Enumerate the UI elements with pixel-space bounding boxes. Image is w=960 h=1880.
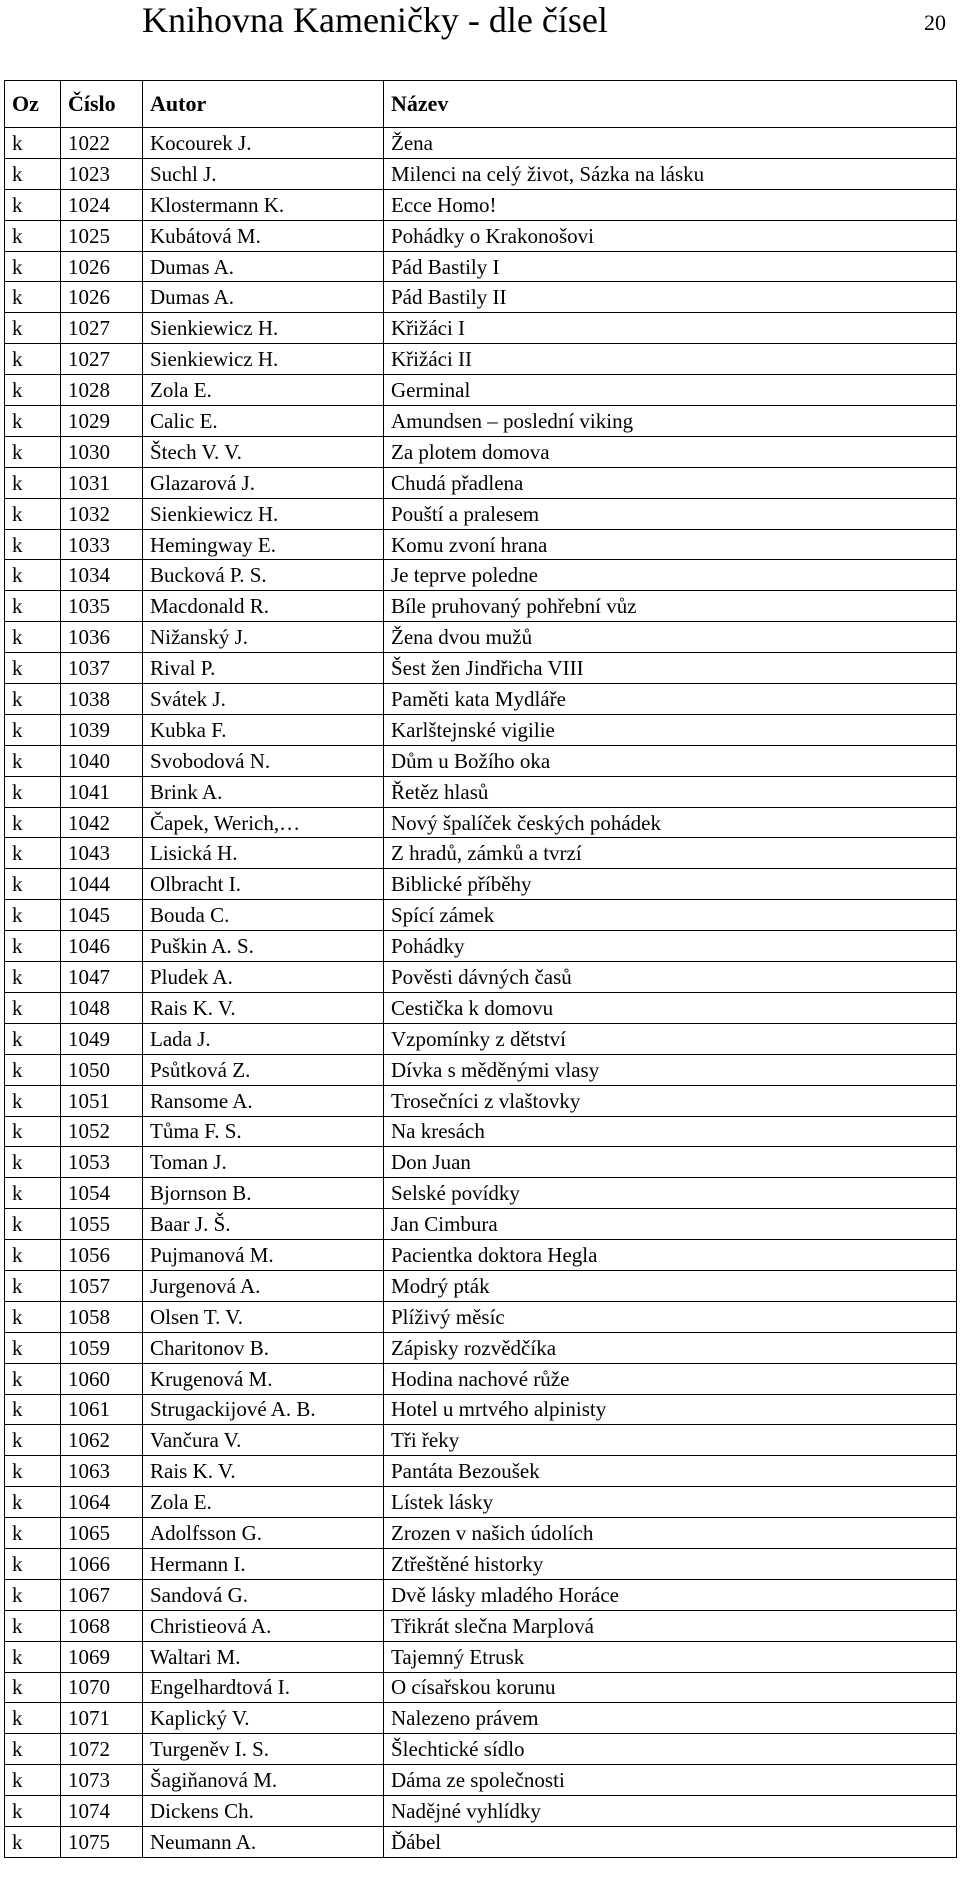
cell-nazev: Nalezeno právem: [384, 1703, 957, 1734]
cell-nazev: Pantáta Bezoušek: [384, 1456, 957, 1487]
table-row: [5, 900, 957, 931]
cell-oz: k: [5, 1456, 61, 1487]
cell-cislo: 1071: [61, 1703, 143, 1734]
cell-autor: Tůma F. S.: [143, 1116, 384, 1147]
cell-cislo: 1024: [61, 189, 143, 220]
book-table: [4, 80, 957, 1858]
cell-cislo: 1075: [61, 1826, 143, 1857]
cell-autor: Krugenová M.: [143, 1363, 384, 1394]
table-row: [5, 776, 957, 807]
cell-cislo: 1060: [61, 1363, 143, 1394]
cell-oz: k: [5, 931, 61, 962]
cell-autor: Pludek A.: [143, 962, 384, 993]
cell-oz: k: [5, 591, 61, 622]
cell-oz: k: [5, 992, 61, 1023]
table-row: [5, 529, 957, 560]
cell-oz: k: [5, 1826, 61, 1857]
cell-nazev: Pohádky: [384, 931, 957, 962]
cell-cislo: 1048: [61, 992, 143, 1023]
cell-nazev: Don Juan: [384, 1147, 957, 1178]
cell-autor: Rais K. V.: [143, 1456, 384, 1487]
cell-oz: k: [5, 1147, 61, 1178]
table-row: [5, 282, 957, 313]
cell-cislo: 1036: [61, 622, 143, 653]
cell-oz: k: [5, 467, 61, 498]
cell-nazev: Ďábel: [384, 1826, 957, 1857]
cell-autor: Sienkiewicz H.: [143, 498, 384, 529]
column-header-cislo: Číslo: [61, 81, 143, 128]
cell-oz: k: [5, 838, 61, 869]
table-header: [5, 81, 957, 128]
cell-nazev: Spící zámek: [384, 900, 957, 931]
cell-oz: k: [5, 189, 61, 220]
cell-oz: k: [5, 1518, 61, 1549]
cell-nazev: Milenci na celý život, Sázka na lásku: [384, 158, 957, 189]
cell-cislo: 1027: [61, 344, 143, 375]
cell-oz: k: [5, 375, 61, 406]
cell-oz: k: [5, 344, 61, 375]
cell-autor: Puškin A. S.: [143, 931, 384, 962]
cell-autor: Svátek J.: [143, 684, 384, 715]
page-number: 20: [924, 10, 946, 35]
cell-cislo: 1037: [61, 653, 143, 684]
cell-autor: Bouda C.: [143, 900, 384, 931]
cell-cislo: 1031: [61, 467, 143, 498]
cell-nazev: Dáma ze společnosti: [384, 1765, 957, 1796]
header-row: [5, 81, 957, 128]
cell-oz: k: [5, 1023, 61, 1054]
cell-nazev: Selské povídky: [384, 1178, 957, 1209]
cell-oz: k: [5, 900, 61, 931]
table-row: [5, 1332, 957, 1363]
cell-autor: Strugackijové A. B.: [143, 1394, 384, 1425]
cell-oz: k: [5, 282, 61, 313]
cell-nazev: Šest žen Jindřicha VIII: [384, 653, 957, 684]
cell-oz: k: [5, 1796, 61, 1827]
cell-autor: Rival P.: [143, 653, 384, 684]
table-row: [5, 1116, 957, 1147]
cell-oz: k: [5, 1548, 61, 1579]
cell-oz: k: [5, 1054, 61, 1085]
cell-cislo: 1028: [61, 375, 143, 406]
table-row: [5, 1796, 957, 1827]
cell-autor: Nižanský J.: [143, 622, 384, 653]
cell-cislo: 1072: [61, 1734, 143, 1765]
cell-cislo: 1054: [61, 1178, 143, 1209]
cell-nazev: Křižáci I: [384, 313, 957, 344]
cell-cislo: 1025: [61, 220, 143, 251]
cell-autor: Jurgenová A.: [143, 1270, 384, 1301]
table-row: [5, 220, 957, 251]
cell-cislo: 1067: [61, 1579, 143, 1610]
table-row: [5, 653, 957, 684]
cell-oz: k: [5, 745, 61, 776]
cell-nazev: Je teprve poledne: [384, 560, 957, 591]
cell-oz: k: [5, 128, 61, 159]
cell-nazev: Dům u Božího oka: [384, 745, 957, 776]
cell-nazev: Šlechtické sídlo: [384, 1734, 957, 1765]
cell-nazev: Tři řeky: [384, 1425, 957, 1456]
table-row: [5, 375, 957, 406]
cell-cislo: 1034: [61, 560, 143, 591]
cell-cislo: 1058: [61, 1301, 143, 1332]
cell-cislo: 1040: [61, 745, 143, 776]
cell-nazev: Na kresách: [384, 1116, 957, 1147]
cell-nazev: Amundsen – poslední viking: [384, 406, 957, 437]
table-row: [5, 1301, 957, 1332]
page-header: [0, 0, 960, 68]
table-row: [5, 1487, 957, 1518]
cell-autor: Charitonov B.: [143, 1332, 384, 1363]
cell-oz: k: [5, 220, 61, 251]
cell-cislo: 1042: [61, 807, 143, 838]
cell-oz: k: [5, 684, 61, 715]
cell-cislo: 1069: [61, 1641, 143, 1672]
cell-nazev: Pád Bastily II: [384, 282, 957, 313]
cell-oz: k: [5, 1703, 61, 1734]
table-row: [5, 745, 957, 776]
cell-oz: k: [5, 807, 61, 838]
cell-cislo: 1053: [61, 1147, 143, 1178]
cell-autor: Suchl J.: [143, 158, 384, 189]
cell-cislo: 1066: [61, 1548, 143, 1579]
cell-nazev: Zrozen v našich údolích: [384, 1518, 957, 1549]
cell-nazev: Paměti kata Mydláře: [384, 684, 957, 715]
cell-oz: k: [5, 158, 61, 189]
cell-autor: Kaplický V.: [143, 1703, 384, 1734]
cell-nazev: Z hradů, zámků a tvrzí: [384, 838, 957, 869]
cell-autor: Dumas A.: [143, 251, 384, 282]
cell-oz: k: [5, 529, 61, 560]
cell-cislo: 1038: [61, 684, 143, 715]
table-row: [5, 1147, 957, 1178]
table-row: [5, 1270, 957, 1301]
cell-autor: Neumann A.: [143, 1826, 384, 1857]
table-row: [5, 1363, 957, 1394]
cell-nazev: Pověsti dávných časů: [384, 962, 957, 993]
cell-autor: Engelhardtová I.: [143, 1672, 384, 1703]
cell-autor: Bjornson B.: [143, 1178, 384, 1209]
cell-autor: Calic E.: [143, 406, 384, 437]
cell-autor: Vančura V.: [143, 1425, 384, 1456]
cell-autor: Glazarová J.: [143, 467, 384, 498]
cell-cislo: 1051: [61, 1085, 143, 1116]
cell-oz: k: [5, 251, 61, 282]
cell-nazev: Karlštejnské vigilie: [384, 714, 957, 745]
cell-nazev: Modrý pták: [384, 1270, 957, 1301]
cell-oz: k: [5, 1332, 61, 1363]
cell-cislo: 1074: [61, 1796, 143, 1827]
cell-oz: k: [5, 498, 61, 529]
table-row: [5, 1518, 957, 1549]
cell-autor: Čapek, Werich,…: [143, 807, 384, 838]
cell-autor: Dickens Ch.: [143, 1796, 384, 1827]
cell-autor: Sandová G.: [143, 1579, 384, 1610]
document-title: Knihovna Kameničky - dle čísel: [142, 0, 608, 40]
table-row: [5, 498, 957, 529]
cell-oz: k: [5, 1641, 61, 1672]
table-row: [5, 838, 957, 869]
cell-nazev: Vzpomínky z dětství: [384, 1023, 957, 1054]
cell-autor: Rais K. V.: [143, 992, 384, 1023]
cell-cislo: 1046: [61, 931, 143, 962]
cell-cislo: 1064: [61, 1487, 143, 1518]
cell-autor: Svobodová N.: [143, 745, 384, 776]
cell-cislo: 1026: [61, 282, 143, 313]
table-row: [5, 1548, 957, 1579]
table-row: [5, 560, 957, 591]
cell-oz: k: [5, 1209, 61, 1240]
cell-cislo: 1068: [61, 1610, 143, 1641]
cell-oz: k: [5, 1363, 61, 1394]
cell-oz: k: [5, 1240, 61, 1271]
cell-oz: k: [5, 653, 61, 684]
table-row: [5, 1734, 957, 1765]
cell-nazev: Za plotem domova: [384, 436, 957, 467]
table-row: [5, 1425, 957, 1456]
cell-oz: k: [5, 560, 61, 591]
cell-autor: Lisická H.: [143, 838, 384, 869]
cell-autor: Toman J.: [143, 1147, 384, 1178]
cell-autor: Lada J.: [143, 1023, 384, 1054]
cell-oz: k: [5, 1487, 61, 1518]
table-row: [5, 1394, 957, 1425]
cell-cislo: 1047: [61, 962, 143, 993]
cell-oz: k: [5, 1425, 61, 1456]
cell-nazev: Nový špalíček českých pohádek: [384, 807, 957, 838]
cell-cislo: 1062: [61, 1425, 143, 1456]
cell-cislo: 1050: [61, 1054, 143, 1085]
cell-nazev: Lístek lásky: [384, 1487, 957, 1518]
table-row: [5, 1209, 957, 1240]
cell-autor: Zola E.: [143, 375, 384, 406]
cell-autor: Brink A.: [143, 776, 384, 807]
cell-nazev: Pád Bastily I: [384, 251, 957, 282]
cell-nazev: Hotel u mrtvého alpinisty: [384, 1394, 957, 1425]
cell-oz: k: [5, 714, 61, 745]
cell-oz: k: [5, 1116, 61, 1147]
cell-nazev: Ztřeštěné historky: [384, 1548, 957, 1579]
cell-autor: Christieová A.: [143, 1610, 384, 1641]
cell-oz: k: [5, 869, 61, 900]
cell-nazev: Biblické příběhy: [384, 869, 957, 900]
cell-autor: Bucková P. S.: [143, 560, 384, 591]
table-row: [5, 313, 957, 344]
cell-oz: k: [5, 776, 61, 807]
table-row: [5, 128, 957, 159]
cell-nazev: Chudá přadlena: [384, 467, 957, 498]
cell-nazev: Pohádky o Krakonošovi: [384, 220, 957, 251]
cell-cislo: 1027: [61, 313, 143, 344]
table-row: [5, 992, 957, 1023]
cell-cislo: 1061: [61, 1394, 143, 1425]
cell-nazev: Třikrát slečna Marplová: [384, 1610, 957, 1641]
cell-autor: Waltari M.: [143, 1641, 384, 1672]
cell-autor: Šagiňanová M.: [143, 1765, 384, 1796]
cell-nazev: Dvě lásky mladého Horáce: [384, 1579, 957, 1610]
cell-nazev: Řetěz hlasů: [384, 776, 957, 807]
cell-autor: Kubátová M.: [143, 220, 384, 251]
cell-autor: Adolfsson G.: [143, 1518, 384, 1549]
cell-nazev: Komu zvoní hrana: [384, 529, 957, 560]
table-row: [5, 1672, 957, 1703]
cell-oz: k: [5, 1610, 61, 1641]
cell-nazev: Ecce Homo!: [384, 189, 957, 220]
cell-cislo: 1026: [61, 251, 143, 282]
cell-cislo: 1045: [61, 900, 143, 931]
cell-oz: k: [5, 1672, 61, 1703]
table-row: [5, 1579, 957, 1610]
cell-cislo: 1065: [61, 1518, 143, 1549]
cell-autor: Psůtková Z.: [143, 1054, 384, 1085]
cell-autor: Hemingway E.: [143, 529, 384, 560]
cell-autor: Sienkiewicz H.: [143, 313, 384, 344]
cell-nazev: Tajemný Etrusk: [384, 1641, 957, 1672]
cell-autor: Dumas A.: [143, 282, 384, 313]
table-row: [5, 622, 957, 653]
table-row: [5, 931, 957, 962]
cell-nazev: Žena: [384, 128, 957, 159]
cell-oz: k: [5, 1178, 61, 1209]
table-row: [5, 684, 957, 715]
cell-nazev: Nadějné vyhlídky: [384, 1796, 957, 1827]
cell-cislo: 1033: [61, 529, 143, 560]
cell-autor: Kubka F.: [143, 714, 384, 745]
cell-autor: Pujmanová M.: [143, 1240, 384, 1271]
table-row: [5, 807, 957, 838]
cell-cislo: 1063: [61, 1456, 143, 1487]
cell-nazev: Křižáci II: [384, 344, 957, 375]
cell-oz: k: [5, 962, 61, 993]
column-header-nazev: Název: [384, 81, 957, 128]
cell-autor: Turgeněv I. S.: [143, 1734, 384, 1765]
table-row: [5, 436, 957, 467]
column-header-autor: Autor: [143, 81, 384, 128]
table-row: [5, 189, 957, 220]
cell-autor: Štech V. V.: [143, 436, 384, 467]
cell-cislo: 1056: [61, 1240, 143, 1271]
cell-autor: Kocourek J.: [143, 128, 384, 159]
cell-nazev: Žena dvou mužů: [384, 622, 957, 653]
table-row: [5, 467, 957, 498]
cell-autor: Olsen T. V.: [143, 1301, 384, 1332]
table-row: [5, 1826, 957, 1857]
cell-nazev: Dívka s měděnými vlasy: [384, 1054, 957, 1085]
cell-nazev: Jan Cimbura: [384, 1209, 957, 1240]
cell-oz: k: [5, 436, 61, 467]
cell-autor: Baar J. Š.: [143, 1209, 384, 1240]
table-row: [5, 1178, 957, 1209]
cell-oz: k: [5, 1734, 61, 1765]
cell-cislo: 1044: [61, 869, 143, 900]
cell-cislo: 1035: [61, 591, 143, 622]
table-row: [5, 1023, 957, 1054]
table-row: [5, 406, 957, 437]
cell-nazev: Zápisky rozvědčíka: [384, 1332, 957, 1363]
cell-cislo: 1043: [61, 838, 143, 869]
cell-autor: Macdonald R.: [143, 591, 384, 622]
table-row: [5, 344, 957, 375]
cell-cislo: 1057: [61, 1270, 143, 1301]
cell-cislo: 1032: [61, 498, 143, 529]
cell-cislo: 1022: [61, 128, 143, 159]
table-body: [5, 128, 957, 1858]
cell-oz: k: [5, 622, 61, 653]
cell-nazev: Plíživý měsíc: [384, 1301, 957, 1332]
table-row: [5, 1085, 957, 1116]
table-row: [5, 1054, 957, 1085]
cell-nazev: O císařskou korunu: [384, 1672, 957, 1703]
table-row: [5, 869, 957, 900]
cell-cislo: 1073: [61, 1765, 143, 1796]
table-row: [5, 1240, 957, 1271]
table-row: [5, 158, 957, 189]
cell-nazev: Cestička k domovu: [384, 992, 957, 1023]
table-row: [5, 1610, 957, 1641]
column-header-oz: Oz: [5, 81, 61, 128]
table-row: [5, 1641, 957, 1672]
cell-nazev: Pouští a pralesem: [384, 498, 957, 529]
cell-cislo: 1029: [61, 406, 143, 437]
cell-oz: k: [5, 406, 61, 437]
cell-cislo: 1059: [61, 1332, 143, 1363]
cell-nazev: Bíle pruhovaný pohřební vůz: [384, 591, 957, 622]
cell-nazev: Hodina nachové růže: [384, 1363, 957, 1394]
cell-cislo: 1049: [61, 1023, 143, 1054]
cell-cislo: 1070: [61, 1672, 143, 1703]
cell-oz: k: [5, 1394, 61, 1425]
cell-cislo: 1039: [61, 714, 143, 745]
table-row: [5, 1765, 957, 1796]
cell-autor: Sienkiewicz H.: [143, 344, 384, 375]
cell-oz: k: [5, 1301, 61, 1332]
table-row: [5, 1703, 957, 1734]
cell-autor: Klostermann K.: [143, 189, 384, 220]
cell-autor: Olbracht I.: [143, 869, 384, 900]
cell-oz: k: [5, 1270, 61, 1301]
cell-cislo: 1041: [61, 776, 143, 807]
table-row: [5, 962, 957, 993]
cell-autor: Ransome A.: [143, 1085, 384, 1116]
table-row: [5, 591, 957, 622]
cell-oz: k: [5, 313, 61, 344]
table-row: [5, 714, 957, 745]
cell-autor: Hermann I.: [143, 1548, 384, 1579]
cell-cislo: 1052: [61, 1116, 143, 1147]
cell-cislo: 1030: [61, 436, 143, 467]
cell-nazev: Germinal: [384, 375, 957, 406]
cell-cislo: 1023: [61, 158, 143, 189]
table-row: [5, 251, 957, 282]
cell-autor: Zola E.: [143, 1487, 384, 1518]
cell-cislo: 1055: [61, 1209, 143, 1240]
table-row: [5, 1456, 957, 1487]
cell-oz: k: [5, 1085, 61, 1116]
cell-oz: k: [5, 1765, 61, 1796]
cell-nazev: Trosečníci z vlaštovky: [384, 1085, 957, 1116]
cell-nazev: Pacientka doktora Hegla: [384, 1240, 957, 1271]
cell-oz: k: [5, 1579, 61, 1610]
